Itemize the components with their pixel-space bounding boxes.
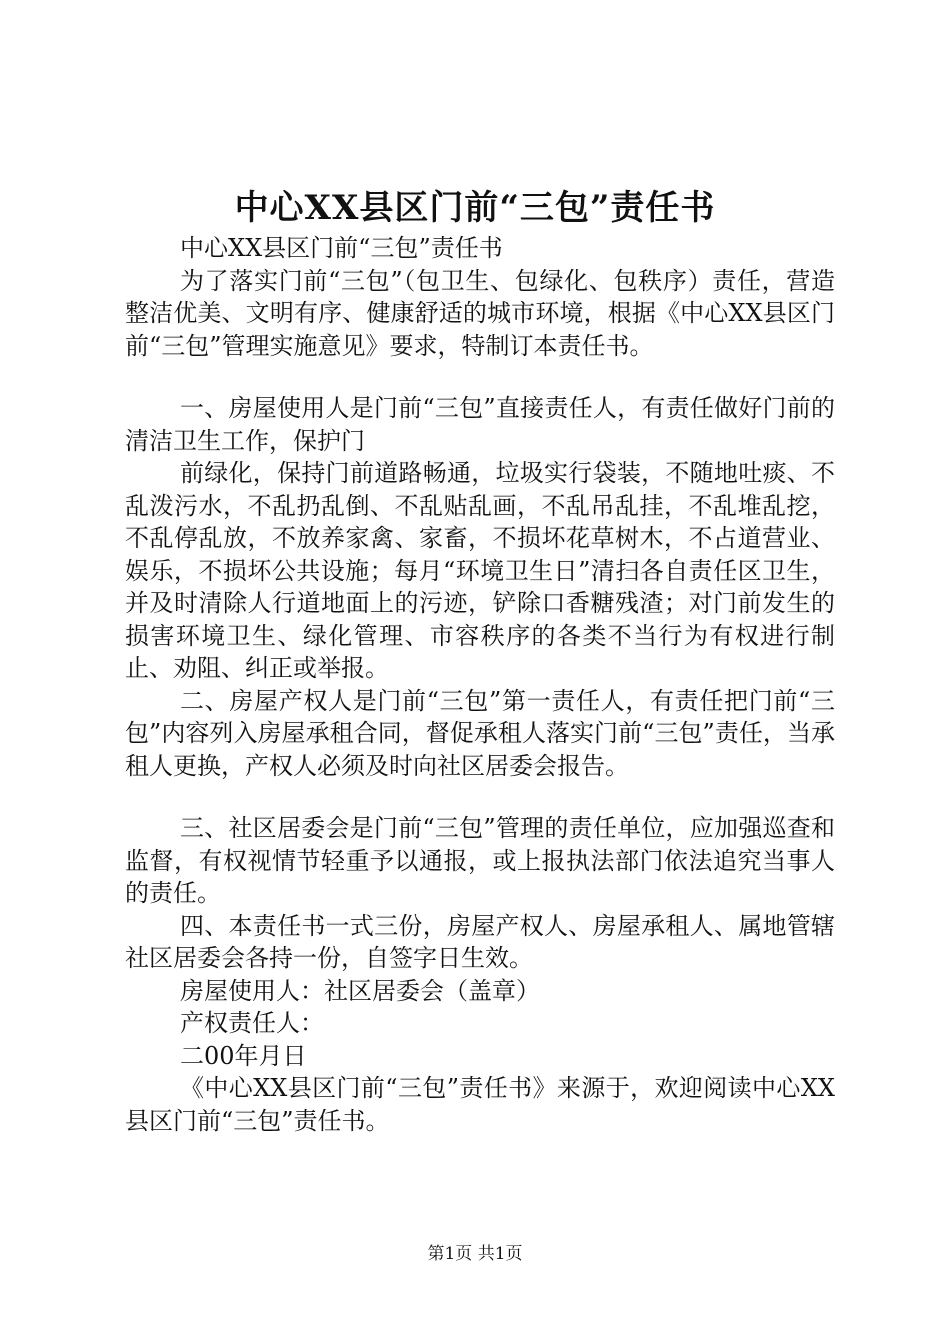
paragraph-clause-2: 二、房屋产权人是门前“三包”第一责任人，有责任把门前“三包”内容列入房屋承租合同，督促承租人落实门前“三包”责任，当承租人更换，产权人必须及时向社区居委会报告。: [125, 686, 835, 780]
document-body: [125, 232, 835, 1137]
paragraph-clause-1: 一、房屋使用人是门前“三包”直接责任人，有责任做好门前的清洁卫生工作，保护门: [125, 394, 835, 455]
paragraph-intro: 为了落实门前“三包”（包卫生、包绿化、包秩序）责任，营造整洁优美、文明有序、健康舒适的城市环境，根据《中心XX县区门前“三包”管理实施意见》要求，特制订本责任书。: [125, 266, 835, 360]
document-title: 中心XX县区门前“三包”责任书: [234, 188, 716, 228]
date-line: 二00年月日: [180, 1041, 307, 1070]
paragraph-clause-4: 四、本责任书一式三份，房屋产权人、房屋承租人、属地管辖社区居委会各持一份，自签字日生效。: [125, 911, 835, 972]
source-note: 《中心XX县区门前“三包”责任书》来源于，欢迎阅读中心XX县区门前“三包”责任书。: [125, 1074, 835, 1135]
page-number-footer: 第1页 共1页: [427, 1244, 523, 1264]
signature-user-line: 房屋使用人：社区居委会（盖章）: [180, 976, 540, 1005]
paragraph-clause-1-continued: 前绿化，保持门前道路畅通，垃圾实行袋装，不随地吐痰、不乱泼污水，不乱扔乱倒、不乱贴乱画，不乱吊乱挂，不乱堆乱挖，不乱停乱放，不放养家禽、家畜，不损坏花草树木，不占道营业、娱乐，不损坏公共设施；每月“环境卫生日”清扫各自责任区卫生，并及时清除人行道地面上的污迹，铲除口香糖残渣；对门前发生的损害环境卫生、绿化管理、市容秩序的各类不当行为有权进行制止、劝阻、纠正或举报。: [125, 459, 835, 682]
signature-owner-line: 产权责任人：: [180, 1009, 324, 1037]
paragraph-clause-3: 三、社区居委会是门前“三包”管理的责任单位，应加强巡查和监督，有权视情节轻重予以通报，或上报执法部门依法追究当事人的责任。: [125, 814, 835, 907]
paragraph-subtitle: 中心XX县区门前“三包”责任书: [180, 234, 503, 262]
